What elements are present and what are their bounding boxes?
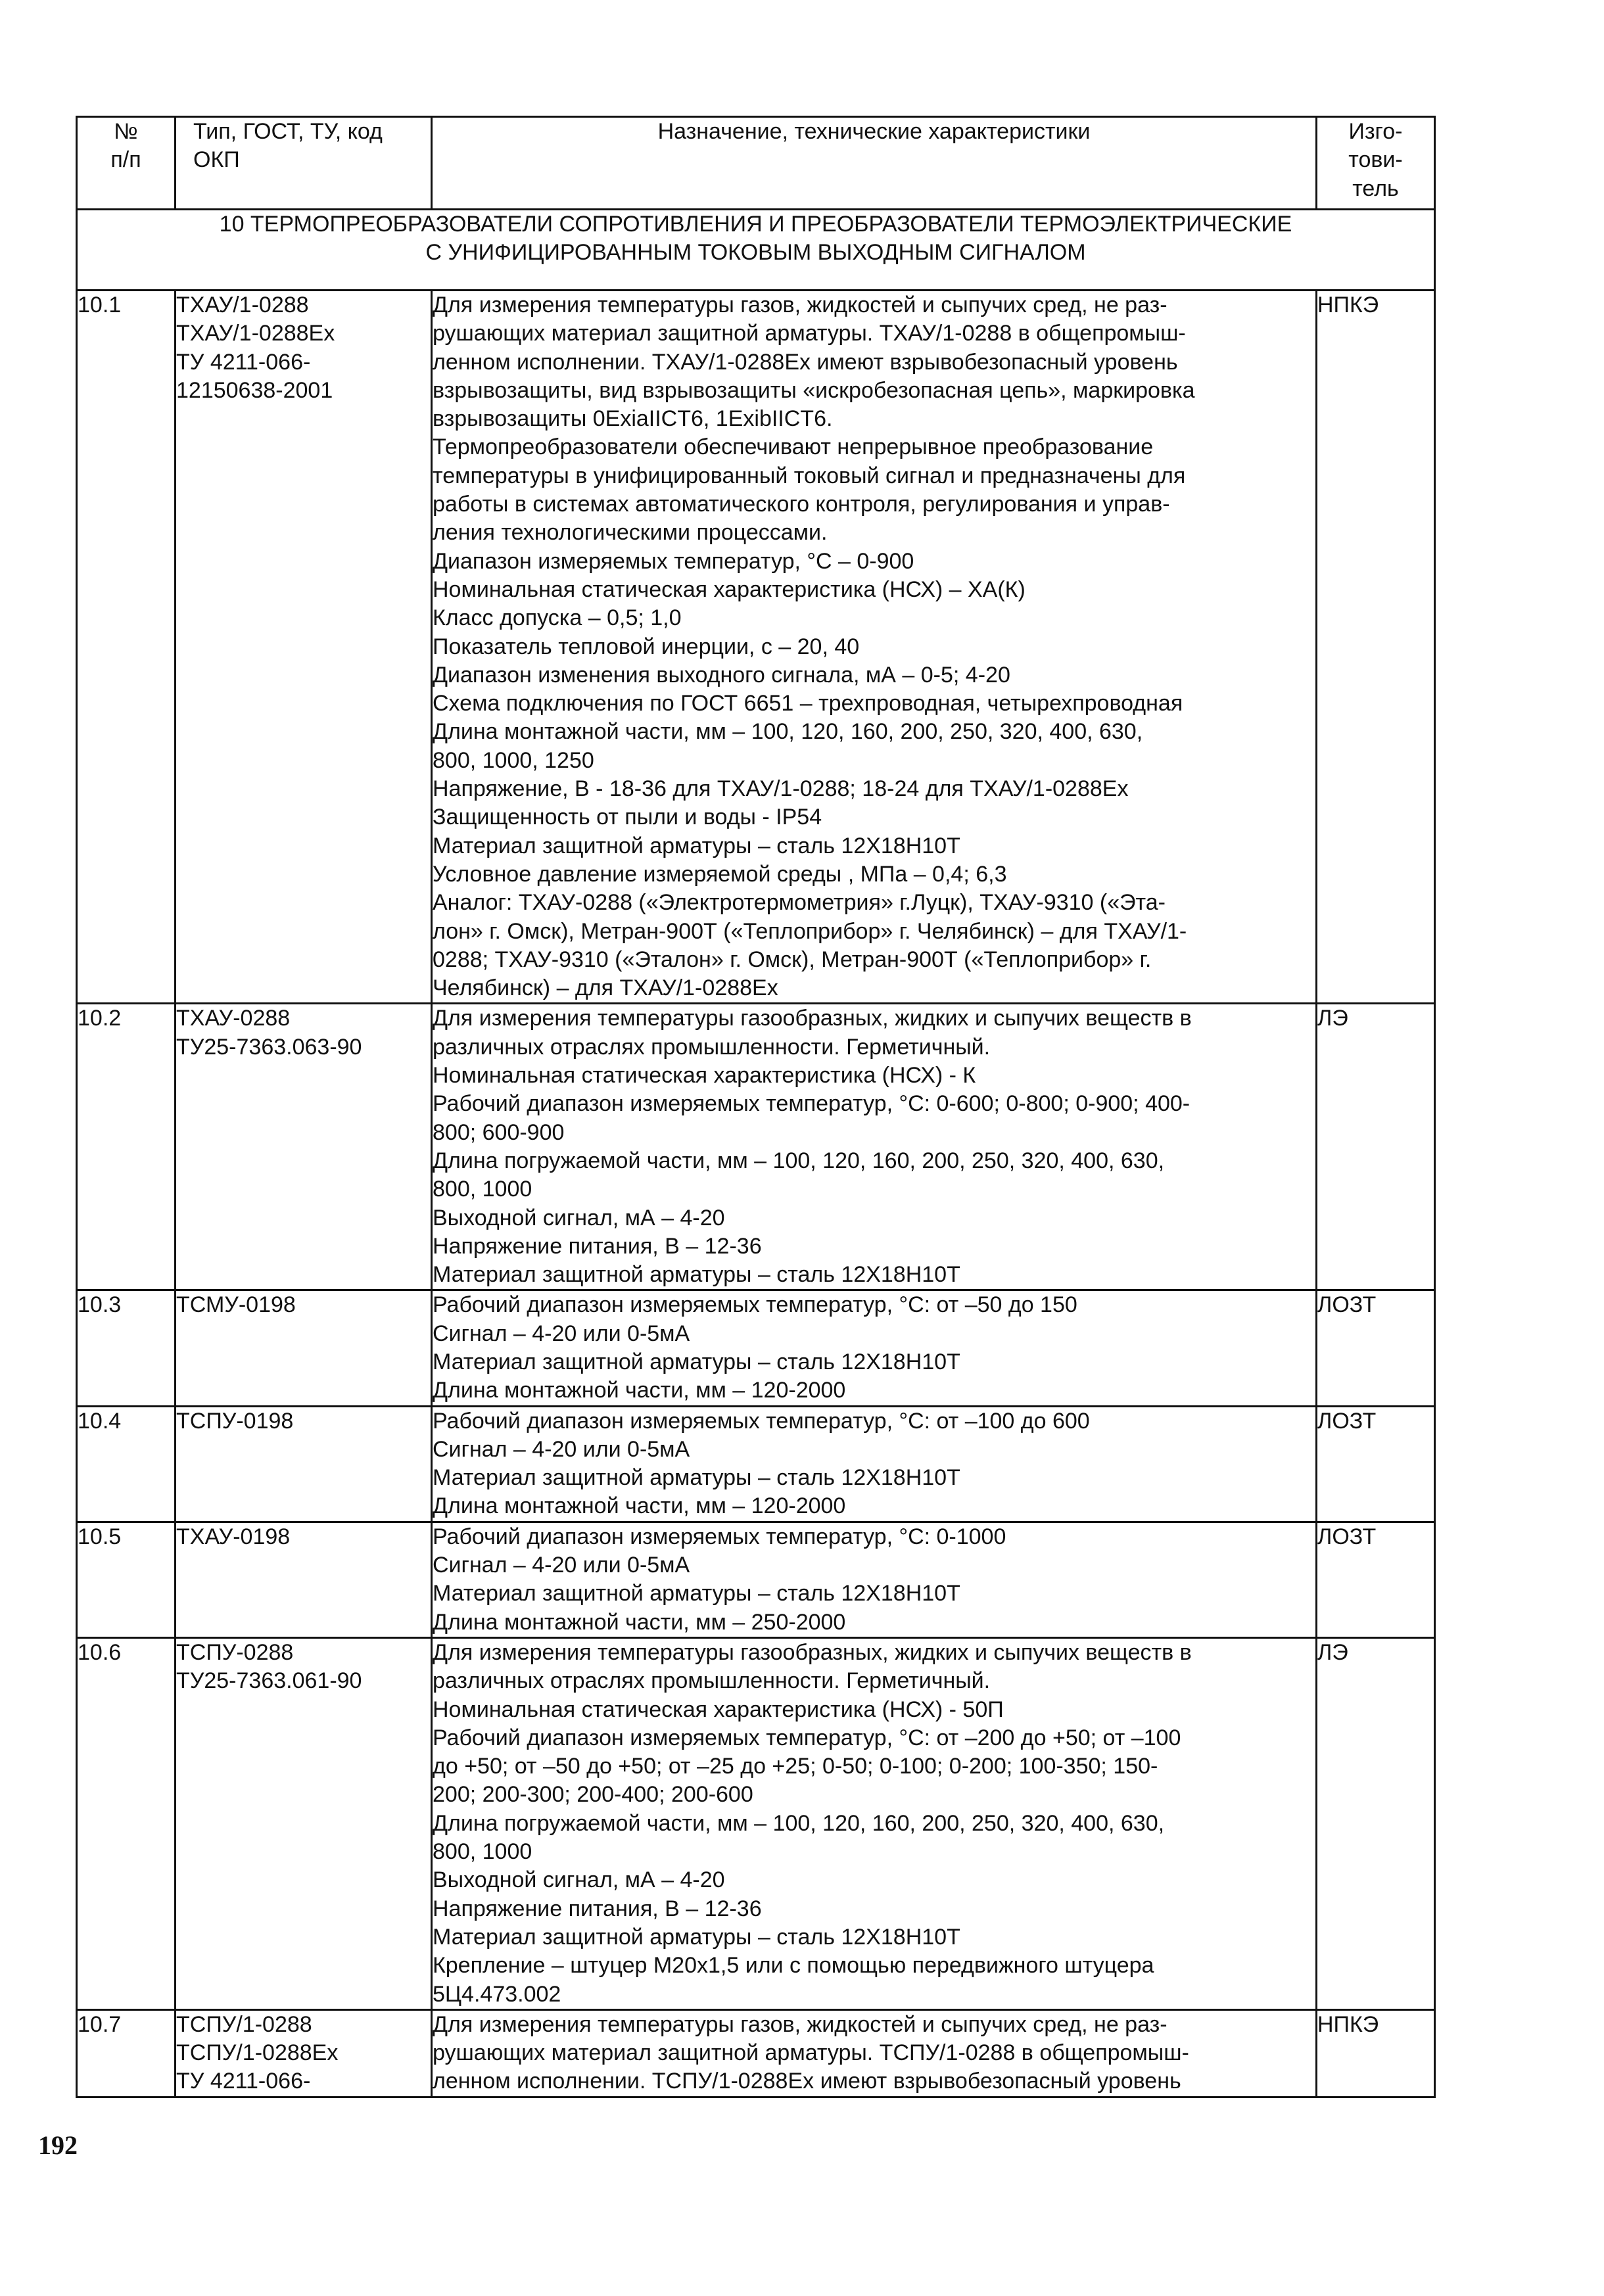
text-line: Напряжение питания, В – 12-36 [433,1896,762,1921]
table-row [77,1406,1435,1522]
table-row [77,1004,1435,1290]
text-line: Рабочий диапазон измеряемых температур, °С: 0-1000 [433,1524,1006,1549]
text-line: тель [1352,176,1399,201]
row-number-text [78,1639,174,1667]
text-line: Тип, ГОСТ, ТУ, код [193,119,383,144]
row-type [176,1406,432,1522]
text-line: Рабочий диапазон измеряемых температур, °С: от –50 до 150 [433,1292,1077,1318]
row-manufacturer [1317,1004,1435,1290]
row-description [432,1637,1317,2009]
text-line: Диапазон изменения выходного сигнала, мА – 0-5; 4-20 [433,662,1010,688]
text-line: Напряжение питания, В – 12-36 [433,1233,762,1259]
text-line: 10.7 [78,2011,122,2037]
text-line: Аналог: ТХАУ-0288 («Электротермометрия» г.Луцк), ТХАУ-9310 («Эта- [433,890,1166,916]
section-title-line-2: С УНИФИЦИРОВАННЫМ ТОКОВЫМ ВЫХОДНЫМ СИГНАЛОМ [425,240,1086,266]
text-line: Термопреобразователи обеспечивают непрерывное преобразование [433,434,1154,460]
page-number: 192 [38,2130,78,2160]
text-line: 800, 1000 [433,1839,532,1865]
row-number [77,1637,176,2009]
header-description [432,117,1317,210]
text-line: Класс допуска – 0,5; 1,0 [433,605,682,631]
row-manufacturer [1317,291,1435,1004]
row-description-text [433,1004,1315,1289]
row-description [432,291,1317,1004]
text-line: 12150638-2001 [176,377,333,403]
text-line: 800, 1000, 1250 [433,747,594,773]
text-line: 200; 200-300; 200-400; 200-600 [433,1782,753,1808]
row-manufacturer-text [1317,1291,1434,1319]
text-line: НПКЭ [1317,2011,1379,2037]
table-row [77,1290,1435,1406]
text-line: рушающих материал защитной арматуры. ТХАУ/1-0288 в общепромыш- [433,321,1186,346]
text-line: Защищенность от пыли и воды - IP54 [433,805,822,830]
text-line: Номинальная статическая характеристика (НСХ) - К [433,1063,976,1089]
text-line: п/п [110,147,141,173]
text-line: Длина погружаемой части, мм – 100, 120, 160, 200, 250, 320, 400, 630, [433,1810,1165,1836]
row-type-text [176,2011,431,2096]
text-line: Материал защитной арматуры – сталь 12Х18Н10Т [433,1924,960,1950]
text-line: Материал защитной арматуры – сталь 12Х18Н10Т [433,1349,960,1374]
text-line: Сигнал – 4-20 или 0-5мА [433,1436,690,1462]
text-line: 5Ц4.473.002 [433,1981,561,2007]
row-number [77,2009,176,2097]
text-line: Для измерения температуры газов, жидкостей и сыпучих сред, не раз- [433,2011,1168,2037]
row-manufacturer [1317,1406,1435,1522]
table-body [77,291,1435,2097]
row-manufacturer-text [1317,1523,1434,1551]
text-line: ленном исполнении. ТСПУ/1-0288Ex имеют взрывобезопасный уровень [433,2069,1181,2094]
text-line: 10.1 [78,293,122,317]
text-line: Для измерения температуры газов, жидкостей и сыпучих сред, не раз- [433,293,1168,317]
text-line: ОКП [193,147,240,173]
table-row [77,1637,1435,2009]
header-type [176,117,432,210]
text-line: Рабочий диапазон измеряемых температур, °С: от –100 до 600 [433,1408,1090,1434]
row-type-text [176,1639,431,1696]
text-line: Крепление – штуцер М20х1,5 или с помощью передвижного штуцера [433,1953,1154,1979]
row-manufacturer-text [1317,1639,1434,1667]
row-number-text [78,1291,174,1319]
row-description-text [433,1639,1315,2009]
row-manufacturer [1317,2009,1435,2097]
row-description-text [433,1407,1315,1521]
text-line: ления технологическими процессами. [433,520,828,546]
text-line: Показатель тепловой инерции, с – 20, 40 [433,634,860,659]
text-line: ТСПУ/1-0288 [176,2011,312,2037]
row-type [176,291,432,1004]
spec-table [76,116,1436,2098]
text-line: различных отраслях промышленности. Герметичный. [433,1668,991,1694]
row-description [432,1004,1317,1290]
row-type-text [176,1004,431,1062]
row-number-text [78,1407,174,1436]
text-line: ТСПУ-0288 [176,1639,294,1665]
text-line: Рабочий диапазон измеряемых температур, °С: 0-600; 0-800; 0-900; 400- [433,1091,1191,1117]
text-line: ленном исполнении. ТХАУ/1-0288Ex имеют взрывобезопасный уровень [433,349,1178,375]
row-type [176,1522,432,1637]
row-description-text [433,2011,1315,2096]
row-number [77,1522,176,1637]
row-manufacturer [1317,1522,1435,1637]
row-type-text [176,1407,431,1436]
row-description-text [433,1523,1315,1637]
row-type-text [176,291,431,405]
text-line: ТХАУ-0288 [176,1006,291,1031]
text-line: 10.5 [78,1524,122,1549]
text-line: Назначение, технические характеристики [657,119,1091,144]
row-description [432,2009,1317,2097]
text-line: Условное давление измеряемой среды , МПа – 0,4; 6,3 [433,861,1007,887]
row-description-text [433,291,1315,1002]
section-title [77,210,1435,291]
row-description-text [433,1291,1315,1405]
text-line: ЛОЗТ [1317,1524,1377,1549]
text-line: Материал защитной арматуры – сталь 12Х18Н10Т [433,1465,960,1491]
text-line: Длина погружаемой части, мм – 100, 120, 160, 200, 250, 320, 400, 630, [433,1148,1165,1173]
text-line: Номинальная статическая характеристика (НСХ) – ХА(К) [433,576,1026,602]
row-manufacturer-text [1317,1407,1434,1436]
text-line: Диапазон измеряемых температур, °С – 0-900 [433,548,914,574]
text-line: ТУ 4211-066- [176,2069,311,2094]
text-line: Длина монтажной части, мм – 120-2000 [433,1493,846,1519]
row-number-text [78,1004,174,1033]
text-line: 10.4 [78,1408,122,1434]
text-line: Длина монтажной части, мм – 250-2000 [433,1609,846,1635]
text-line: Изго- [1348,119,1403,144]
row-manufacturer [1317,1637,1435,2009]
row-manufacturer-text [1317,1004,1434,1033]
text-line: до +50; от –50 до +50; от –25 до +25; 0-50; 0-100; 0-200; 100-350; 150- [433,1754,1158,1779]
text-line: лон» г. Омск), Метран-900Т («Теплоприбор» г. Челябинск) – для ТХАУ/1- [433,918,1187,944]
row-number-text [78,1523,174,1551]
row-number [77,1290,176,1406]
text-line: Челябинск) – для ТХАУ/1-0288Ex [433,975,778,1001]
text-line: ТСМУ-0198 [176,1292,296,1318]
text-line: Материал защитной арматуры – сталь 12Х18Н10Т [433,833,960,858]
text-line: ЛОЗТ [1317,1292,1377,1318]
text-line: 0288; ТХАУ-9310 («Эталон» г. Омск), Метран-900Т («Теплоприбор» г. [433,947,1152,972]
text-line: ТХАУ-0198 [176,1524,291,1549]
text-line: Длина монтажной части, мм – 120-2000 [433,1378,846,1403]
text-line: ЛОЗТ [1317,1408,1377,1434]
row-manufacturer-text [1317,291,1434,319]
row-type [176,2009,432,2097]
section-title-row [77,210,1435,291]
header-number [77,117,176,210]
text-line: Материал защитной арматуры – сталь 12Х18Н10Т [433,1581,960,1606]
row-type [176,1290,432,1406]
text-line: 10.6 [78,1639,122,1665]
header-manufacturer [1317,117,1435,210]
text-line: ЛЭ [1317,1006,1348,1031]
row-type [176,1004,432,1290]
text-line: взрывозащиты 0ExiaIICT6, 1ExibIICT6. [433,406,833,432]
section-title-line-1: 10 ТЕРМОПРЕОБРАЗОВАТЕЛИ СОПРОТИВЛЕНИЯ И ПРЕОБРАЗОВАТЕЛИ ТЕРМОЭЛЕКТРИЧЕСКИЕ [219,212,1292,237]
text-line: Длина монтажной части, мм – 100, 120, 160, 200, 250, 320, 400, 630, [433,719,1143,745]
row-number [77,1406,176,1522]
text-line: Сигнал – 4-20 или 0-5мА [433,1553,690,1578]
text-line: Схема подключения по ГОСТ 6651 – трехпроводная, четырехпроводная [433,691,1183,716]
text-line: Напряжение, В - 18-36 для ТХАУ/1-0288; 18-24 для ТХАУ/1-0288Ex [433,776,1129,802]
text-line: ЛЭ [1317,1639,1348,1665]
text-line: ТУ25-7363.063-90 [176,1034,362,1060]
text-line: Сигнал – 4-20 или 0-5мА [433,1321,690,1346]
row-type-text [176,1291,431,1319]
table-row [77,291,1435,1004]
row-number-text [78,2011,174,2039]
text-line: Для измерения температуры газообразных, жидких и сыпучих веществ в [433,1639,1192,1665]
table-row [77,1522,1435,1637]
text-line: ТХАУ/1-0288 [176,293,309,317]
text-line: работы в системах автоматического контроля, регулирования и управ- [433,492,1170,517]
row-number-text [78,291,174,319]
row-number [77,1004,176,1290]
text-line: 800, 1000 [433,1177,532,1202]
text-line: 10.2 [78,1006,122,1031]
text-line: ТУ25-7363.061-90 [176,1668,362,1694]
row-description [432,1290,1317,1406]
text-line: ТСПУ/1-0288Ex [176,2040,339,2066]
text-line: Рабочий диапазон измеряемых температур, °С: от –200 до +50; от –100 [433,1725,1181,1750]
text-line: температуры в унифицированный токовый сигнал и предназначены для [433,463,1186,488]
text-line: № [114,119,138,144]
text-line: Выходной сигнал, мА – 4-20 [433,1205,725,1230]
text-line: НПКЭ [1317,293,1379,317]
text-line: ТУ 4211-066- [176,349,311,375]
text-line: различных отраслях промышленности. Герметичный. [433,1034,991,1060]
row-number [77,291,176,1004]
text-line: Материал защитной арматуры – сталь 12Х18Н10Т [433,1262,960,1288]
table-header-row [77,117,1435,210]
text-line: ТХАУ/1-0288Ex [176,321,335,346]
row-description [432,1406,1317,1522]
text-line: Выходной сигнал, мА – 4-20 [433,1867,725,1893]
table-row [77,2009,1435,2097]
text-line: тови- [1348,147,1403,173]
text-line: 800; 600-900 [433,1119,565,1145]
text-line: взрывозащиты, вид взрывозащиты «искробезопасная цепь», маркировка [433,377,1195,403]
row-manufacturer-text [1317,2011,1434,2039]
row-type-text [176,1523,431,1551]
text-line: Номинальная статическая характеристика (НСХ) - 50П [433,1697,1004,1722]
row-manufacturer [1317,1290,1435,1406]
text-line: Для измерения температуры газообразных, жидких и сыпучих веществ в [433,1006,1192,1031]
text-line: рушающих материал защитной арматуры. ТСПУ/1-0288 в общепромыш- [433,2040,1189,2066]
row-description [432,1522,1317,1637]
text-line: ТСПУ-0198 [176,1408,294,1434]
text-line: 10.3 [78,1292,122,1318]
row-type [176,1637,432,2009]
